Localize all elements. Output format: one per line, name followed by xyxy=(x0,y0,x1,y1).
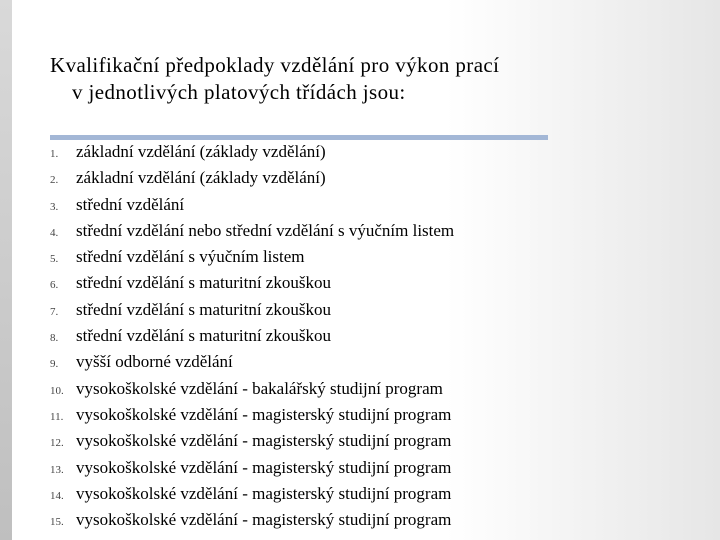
list-item-text: střední vzdělání s maturitní zkouškou xyxy=(76,326,331,346)
list-item-text: vysokoškolské vzdělání - magisterský studijní program xyxy=(76,510,452,530)
list-item-number: 3. xyxy=(50,200,59,213)
list-item-text: vysokoškolské vzdělání - magisterský studijní program xyxy=(76,457,452,477)
list-item xyxy=(50,481,454,507)
list-item-number: 1. xyxy=(50,148,59,160)
slide-title-line-1: Kvalifikační předpoklady vzdělání pro výkon prací xyxy=(50,53,500,77)
list-item xyxy=(50,218,454,244)
left-decorative-bar xyxy=(0,0,12,540)
list-item-number: 9. xyxy=(50,358,59,371)
list-item xyxy=(50,165,454,191)
list-item-number: 12. xyxy=(50,437,64,450)
list-item-text: střední vzdělání nebo střední vzdělání s výučním listem xyxy=(76,220,455,240)
list-item xyxy=(50,455,454,481)
list-item xyxy=(50,376,454,402)
qualification-list xyxy=(50,139,454,533)
list-item-text: vyšší odborné vzdělání xyxy=(76,352,233,372)
list-item-text: střední vzdělání s výučním listem xyxy=(76,247,305,267)
list-item-text: střední vzdělání xyxy=(76,194,185,214)
list-item-text: vysokoškolské vzdělání - magisterský studijní program xyxy=(76,431,452,451)
list-item-text: vysokoškolské vzdělání - bakalářský studijní program xyxy=(76,378,443,398)
list-item xyxy=(50,349,454,375)
list-item-number: 14. xyxy=(50,489,64,502)
list-item xyxy=(50,192,454,218)
list-item-text: vysokoškolské vzdělání - magisterský studijní program xyxy=(76,483,452,503)
list-item xyxy=(50,428,454,454)
list-item-text: střední vzdělání s maturitní zkouškou xyxy=(76,273,331,293)
list-item-number: 13. xyxy=(50,463,64,476)
list-item-number: 15. xyxy=(50,516,64,529)
list-item-number: 7. xyxy=(50,305,59,318)
list-item xyxy=(50,507,454,533)
list-item-text: střední vzdělání s maturitní zkouškou xyxy=(76,299,331,319)
list-item-number: 6. xyxy=(50,279,59,292)
list-item-text: vysokoškolské vzdělání - magisterský studijní program xyxy=(76,404,452,424)
list-item xyxy=(50,270,454,296)
list-item xyxy=(50,323,454,349)
list-item xyxy=(50,297,454,323)
list-item-number: 2. xyxy=(50,174,59,187)
list-item-text: základní vzdělání (základy vzdělání) xyxy=(76,168,326,188)
list-item xyxy=(50,139,454,165)
list-item-number: 10. xyxy=(50,384,64,397)
slide-title-line-2: v jednotlivých platových třídách jsou: xyxy=(72,80,406,104)
list-item xyxy=(50,402,454,428)
list-item-number: 4. xyxy=(50,226,59,239)
list-item-number: 8. xyxy=(50,332,59,345)
list-item-number: 5. xyxy=(50,253,59,266)
list-item-number: 11. xyxy=(50,410,64,423)
list-item xyxy=(50,244,454,270)
list-item-text: základní vzdělání (základy vzdělání) xyxy=(76,142,326,161)
slide-title xyxy=(50,52,610,106)
